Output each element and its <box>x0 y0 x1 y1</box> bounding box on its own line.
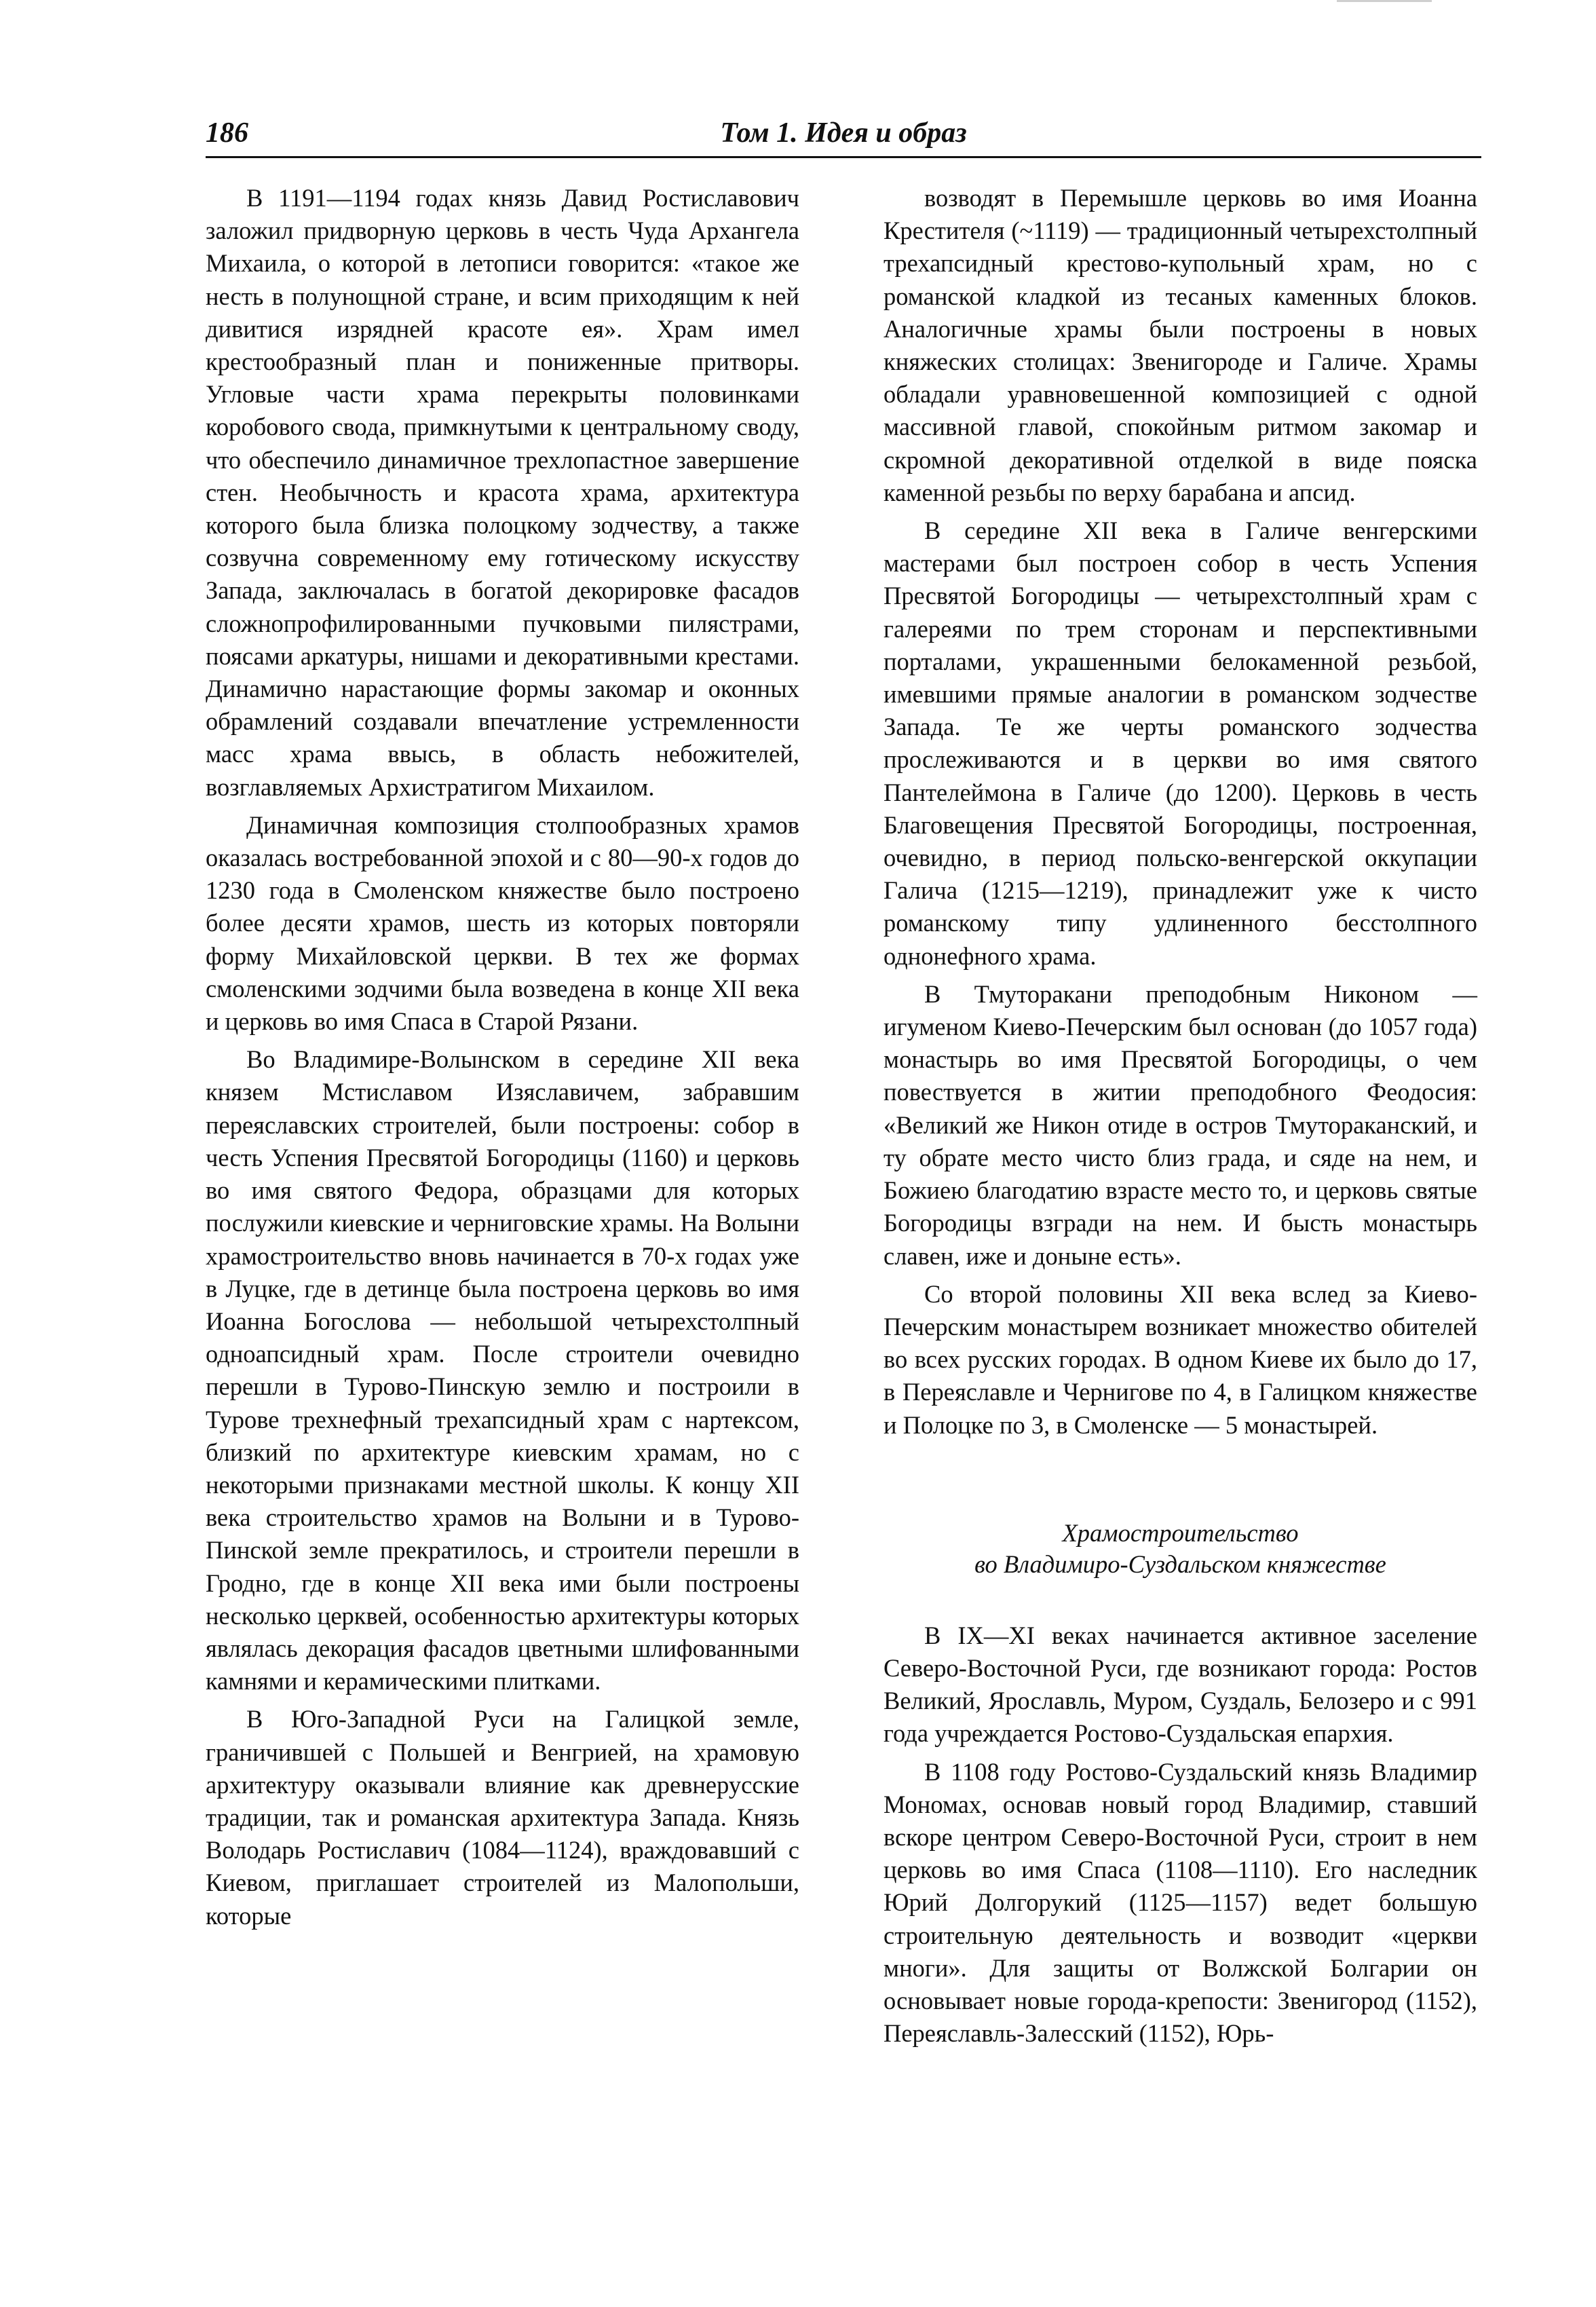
paragraph: В Юго-Западной Руси на Галицкой земле, граничившей с Польшей и Венгрией, на храмовую архитектуру оказывали влияние как древнерусские традиции, так и романская архитектура Запада. Князь Володарь Ростиславич (1084—1124), враждовавший с Киевом, приглашает строителей из Малопольши, которые <box>206 1705 799 1930</box>
running-title: Том 1. Идея и образ <box>720 117 967 149</box>
section-heading <box>884 1518 1477 1580</box>
paragraph: Со второй половины XII века вслед за Киево-Печерским монастырем возникает множество обителей во всех русских городах. В одном Киеве их было до 17, в Переяславле и Чернигове по 4, в Галицком княжестве и Полоцке по 3, в Смоленске — 5 монастырей. <box>884 1279 1477 1439</box>
paragraph: Во Владимире-Волынском в середине XII века князем Мстиславом Изяславичем, забравшим переяславских строителей, были построены: собор в честь Успения Пресвятой Богородицы (1160) и церковь во имя святого Федора, образцами для которых послужили киевские и черниговские храмы. На Волыни храмостроительство вновь начинается в 70-х годах уже в Луцке, где в детинце была построена церковь во имя Иоанна Богослова — небольшой четырехстолпный одноапсидный храм. После строители очевидно перешли в Турово-Пинскую землю и построили в Турове трехнефный трехапсидный храм с нартексом, близкий по архитектуре киевским храмам, но с некоторыми признаками местной школы. К концу XII века строительство храмов на Волыни и в Турово-Пинской земле прекратилось, и строители перешли в Гродно, где в конце XII века ими были построены несколько церквей, особенностью архитектуры которых являлась декорация фасадов цветными шлифованными камнями и керамическими плитками. <box>206 1045 799 1695</box>
section-heading-line-1: Храмостроительство <box>1062 1518 1299 1547</box>
section-heading-line-2: во Владимиро-Суздальском княжестве <box>974 1550 1386 1578</box>
paragraph: возводят в Перемышле церковь во имя Иоанна Крестителя (~1119) — традиционный четырехстолпный трехапсидный крестово-купольный храм, но с романской кладкой из тесаных каменных блоков. Аналогичные храмы были построены в новых княжеских столицах: Звенигороде и Галиче. Храмы обладали уравновешенной композицией с одной массивной главой, спокойным ритмом закомар и скромной декоративной отделкой в виде пояска каменной резьбы по верху барабана и апсид. <box>884 184 1477 506</box>
paragraph: В 1191—1194 годах князь Давид Ростиславович заложил придворную церковь в честь Чуда Архангела Михаила, о которой в летописи говорится: «такое же несть в полунощной стране, и всим приходящим к ней дивитися изрядней красоте ея». Храм имел крестообразный план и пониженные притворы. Угловые части храма перекрыты половинками коробового свода, примкнутыми к центральному своду, что обеспечило динамичное трехлопастное завершение стен. Необычность и красота храма, архитектура которого была близка полоцкому зодчеству, а также созвучна современному ему готическому искусству Запада, заключалась в богатой декорировке фасадов сложнопрофилированными пучковыми пилястрами, поясами аркатуры, нишами и декоративными крестами. Динамично нарастающие формы закомар и оконных обрамлений создавали впечатление устремленности масс храма ввысь, в область небожителей, возглавляемых Архистратигом Михаилом. <box>206 184 799 801</box>
right-column <box>884 182 1477 2050</box>
paragraph: В Тмуторакани преподобным Никоном — игуменом Киево-Печерским был основан (до 1057 года) монастырь во имя Пресвятой Богородицы, о чем повествуется в житии преподобного Феодосия: «Великий же Никон отиде в остров Тмутораканский, и ту обрате место чисто близ града, и сяде на нем, и Божиею благодатию взрасте место то, и церковь святые Богородицы взгради на нем. И бысть монастырь славен, иже и доныне есть». <box>884 979 1477 1270</box>
paragraph: В середине XII века в Галиче венгерскими мастерами был построен собор в честь Успения Пресвятой Богородицы — четырехстолпный храм с галереями по трем сторонам и перспективными порталами, украшенными белокаменной резьбой, имевшими прямые аналогии в романском зодчестве Запада. Те же черты романского зодчества прослеживаются и в церкви во имя святого Пантелеймона в Галиче (до 1200). Церковь в честь Благовещения Пресвятой Богородицы, построенная, очевидно, в период польско-венгерской оккупации Галича (1215—1219), принадлежит уже к чисто романскому типу удлиненного бесстолпного однонефного храма. <box>884 517 1477 970</box>
page-number: 186 <box>206 117 248 149</box>
scan-edge-mark <box>1337 0 1432 2</box>
paragraph: В 1108 году Ростово-Суздальский князь Владимир Мономах, основав новый город Владимир, ставший вскоре центром Северо-Восточной Руси, строит в нем церковь во имя Спаса (1108—1110). Его наследник Юрий Долгорукий (1125—1157) ведет большую строительную деятельность и возводит «церкви многи». Для защиты от Волжской Болгарии он основывает новые города-крепости: Звенигород (1152), Переяславль-Залесский (1152), Юрь- <box>884 1757 1477 2048</box>
paragraph: В IX—XI веках начинается активное заселение Северо-Восточной Руси, где возникают города: Ростов Великий, Ярославль, Муром, Суздаль, Белозеро и с 991 года учреждается Ростово-Суздальская епархия. <box>884 1621 1477 1748</box>
paragraph: Динамичная композиция столпообразных храмов оказалась востребованной эпохой и с 80—90-х годов до 1230 года в Смоленском княжестве было построено более десяти храмов, шесть из которых повторяли форму Михайловской церкви. В тех же формах смоленскими зодчими была возведена в конце XII века и церковь во имя Спаса в Старой Рязани. <box>206 810 799 1036</box>
left-column <box>206 182 799 1932</box>
page-header <box>206 114 1481 158</box>
